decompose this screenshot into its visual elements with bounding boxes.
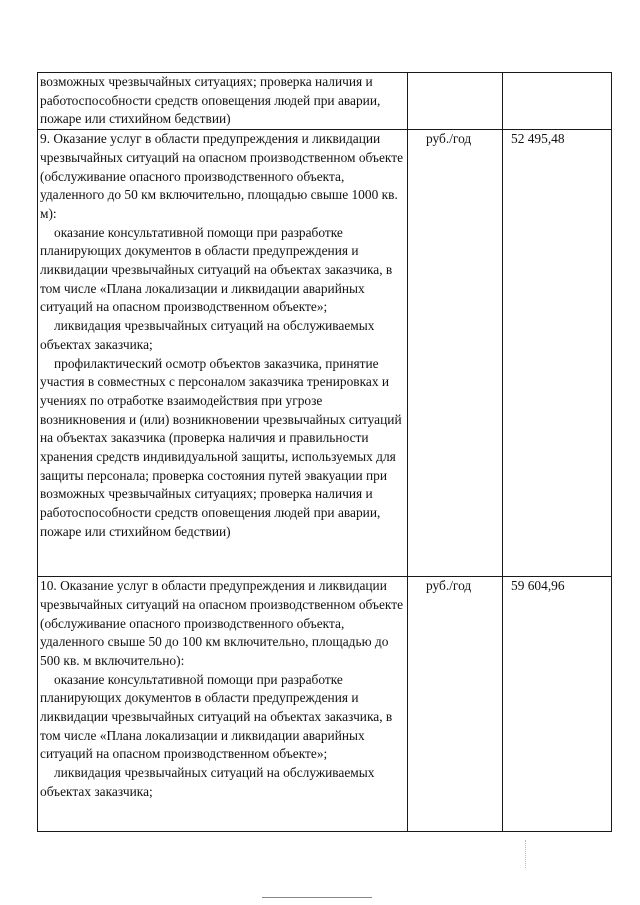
table-row bbox=[38, 577, 612, 832]
description-paragraph: оказание консультативной помощи при разработке планирующих документов в области предупреждения и ликвидации чрезвычайных ситуаций на объектах заказчика, в том числе «Плана локализации и ликвидации аварийных ситуаций на опасном производственном объекте»; bbox=[40, 224, 393, 315]
unit-cell: руб./год bbox=[408, 130, 503, 577]
scan-artifact bbox=[525, 840, 528, 868]
description-paragraph: 10. Оказание услуг в области предупреждения и ликвидации чрезвычайных ситуаций на опасном производственном объекте (обслуживание опасного производственного объекта, удаленного свыше 50 до 100 км включительно, площадью до 500 кв. м включительно): bbox=[40, 578, 404, 668]
unit-cell: руб./год bbox=[408, 577, 503, 832]
price-cell: 52 495,48 bbox=[503, 130, 612, 577]
description-paragraph: ликвидация чрезвычайных ситуаций на обслуживаемых объектах заказчика; bbox=[40, 318, 375, 352]
table-row bbox=[38, 130, 612, 577]
description-paragraph: возможных чрезвычайных ситуациях; проверка наличия и работоспособности средств оповещения людей при аварии, пожаре или стихийном бедствии) bbox=[40, 74, 381, 127]
description-paragraph: профилактический осмотр объектов заказчика, принятие участия в совместных с персоналом заказчика тренировках и учениях по отработке взаимодействия при угрозе возникновения и (или) возникновении чрезвычайных ситуаций на объектах заказчика (проверка наличия и правильности хранения средств индивидуальной защиты, используемых для защиты персонала; проверка состояния путей эвакуации при возможных чрезвычайных ситуациях; проверка наличия и работоспособности средств оповещения людей при аварии, пожаре или стихийном бедствии) bbox=[40, 355, 402, 539]
service-description-cell bbox=[38, 577, 408, 832]
tariff-table bbox=[37, 72, 612, 832]
description-paragraph: оказание консультативной помощи при разработке планирующих документов в области предупреждения и ликвидации чрезвычайных ситуаций на объектах заказчика, в том числе «Плана локализации и ликвидации аварийных ситуаций на опасном производственном объекте»; bbox=[40, 671, 393, 762]
description-paragraph: 9. Оказание услуг в области предупреждения и ликвидации чрезвычайных ситуаций на опасном производственном объекте (обслуживание опасного производственного объекта, удаленного до 50 км включительно, площадью свыше 1000 кв. м): bbox=[40, 131, 404, 221]
description-paragraph: ликвидация чрезвычайных ситуаций на обслуживаемых объектах заказчика; bbox=[40, 765, 375, 799]
unit-cell bbox=[408, 73, 503, 130]
footer-rule bbox=[262, 897, 372, 898]
price-cell bbox=[503, 73, 612, 130]
price-cell: 59 604,96 bbox=[503, 577, 612, 832]
table-row bbox=[38, 73, 612, 130]
service-description-cell bbox=[38, 130, 408, 577]
service-description-cell bbox=[38, 73, 408, 130]
